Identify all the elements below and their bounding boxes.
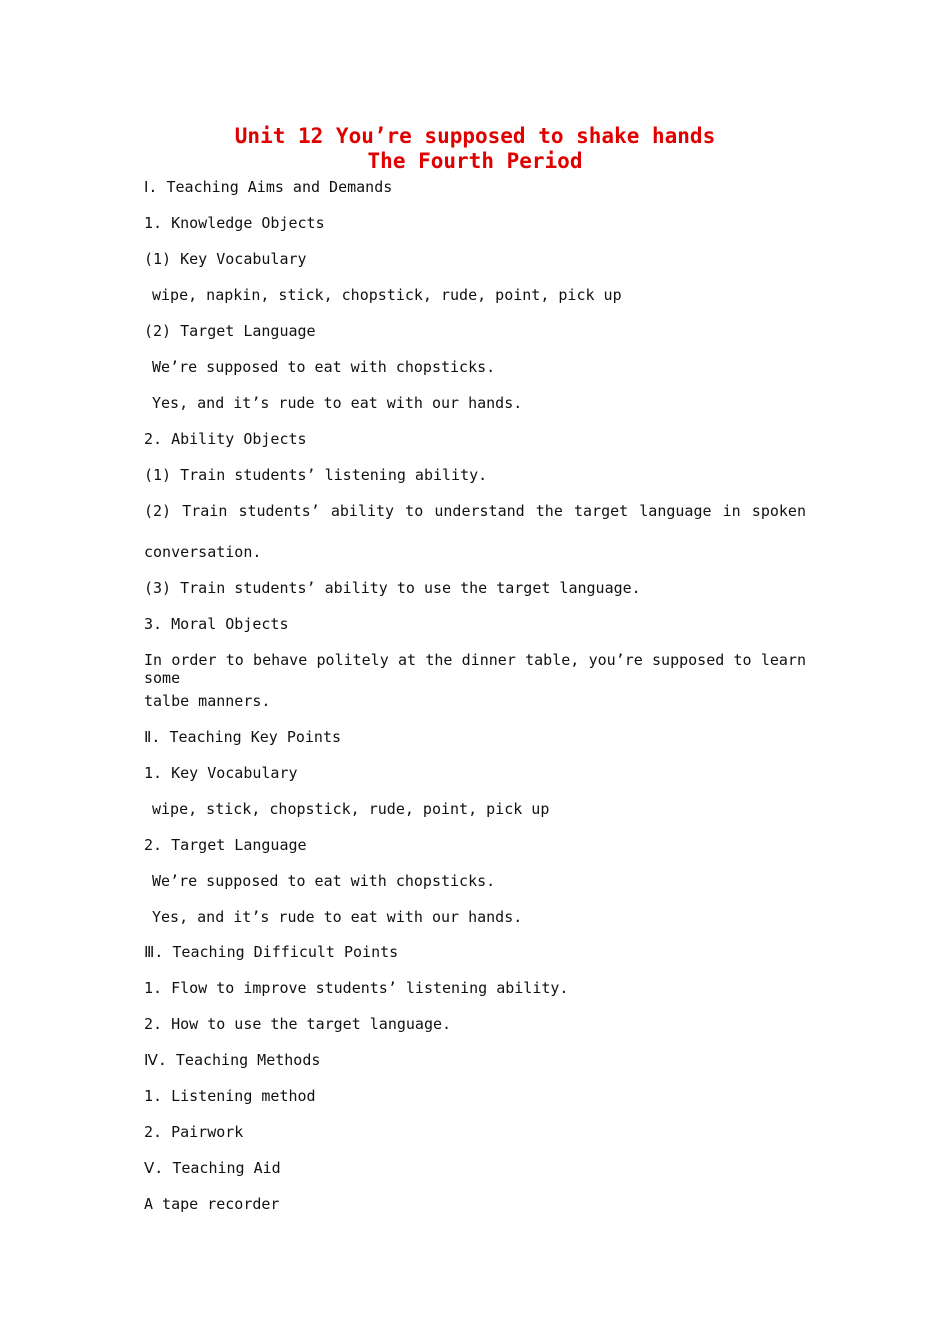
- vocabulary-list: wipe, napkin, stick, chopstick, rude, point, pick up: [152, 286, 622, 304]
- paragraph-text: In order to behave politely at the dinner table, you’re supposed to learn some: [144, 651, 806, 687]
- example-sentence: We’re supposed to eat with chopsticks.: [152, 872, 496, 890]
- example-sentence: We’re supposed to eat with chopsticks.: [152, 358, 496, 376]
- list-item: 1. Flow to improve students’ listening ability.: [144, 979, 569, 997]
- section-heading-difficult-points: Ⅲ. Teaching Difficult Points: [144, 943, 399, 961]
- subheading-key-vocabulary: 1. Key Vocabulary: [144, 764, 298, 782]
- list-item: (2) Train students’ ability to understand the target language in spoken: [144, 502, 806, 520]
- item-target-language: (2) Target Language: [144, 322, 316, 340]
- item-key-vocabulary: (1) Key Vocabulary: [144, 250, 307, 268]
- document-subtitle: The Fourth Period: [367, 149, 583, 173]
- section-heading-key-points: Ⅱ. Teaching Key Points: [144, 728, 342, 746]
- list-item-continuation: conversation.: [144, 543, 262, 561]
- section-heading-aims: Ⅰ. Teaching Aims and Demands: [144, 178, 393, 196]
- paragraph-text-continuation: talbe manners.: [144, 692, 271, 710]
- list-item: 2. How to use the target language.: [144, 1015, 452, 1033]
- section-heading-methods: Ⅳ. Teaching Methods: [144, 1051, 321, 1069]
- section-heading-teaching-aid: Ⅴ. Teaching Aid: [144, 1159, 281, 1177]
- subheading-moral-objects: 3. Moral Objects: [144, 615, 289, 633]
- list-item: (3) Train students’ ability to use the target language.: [144, 579, 641, 597]
- document-title: Unit 12 You’re supposed to shake hands: [234, 124, 716, 148]
- subheading-knowledge-objects: 1. Knowledge Objects: [144, 214, 325, 232]
- subheading-target-language: 2. Target Language: [144, 836, 307, 854]
- list-item: (1) Train students’ listening ability.: [144, 466, 488, 484]
- example-sentence: Yes, and it’s rude to eat with our hands.: [152, 908, 523, 926]
- list-item: 2. Pairwork: [144, 1123, 244, 1141]
- list-item: 1. Listening method: [144, 1087, 316, 1105]
- vocabulary-list: wipe, stick, chopstick, rude, point, pick up: [152, 800, 550, 818]
- subheading-ability-objects: 2. Ability Objects: [144, 430, 307, 448]
- paragraph-text: A tape recorder: [144, 1195, 280, 1213]
- example-sentence: Yes, and it’s rude to eat with our hands.: [152, 394, 523, 412]
